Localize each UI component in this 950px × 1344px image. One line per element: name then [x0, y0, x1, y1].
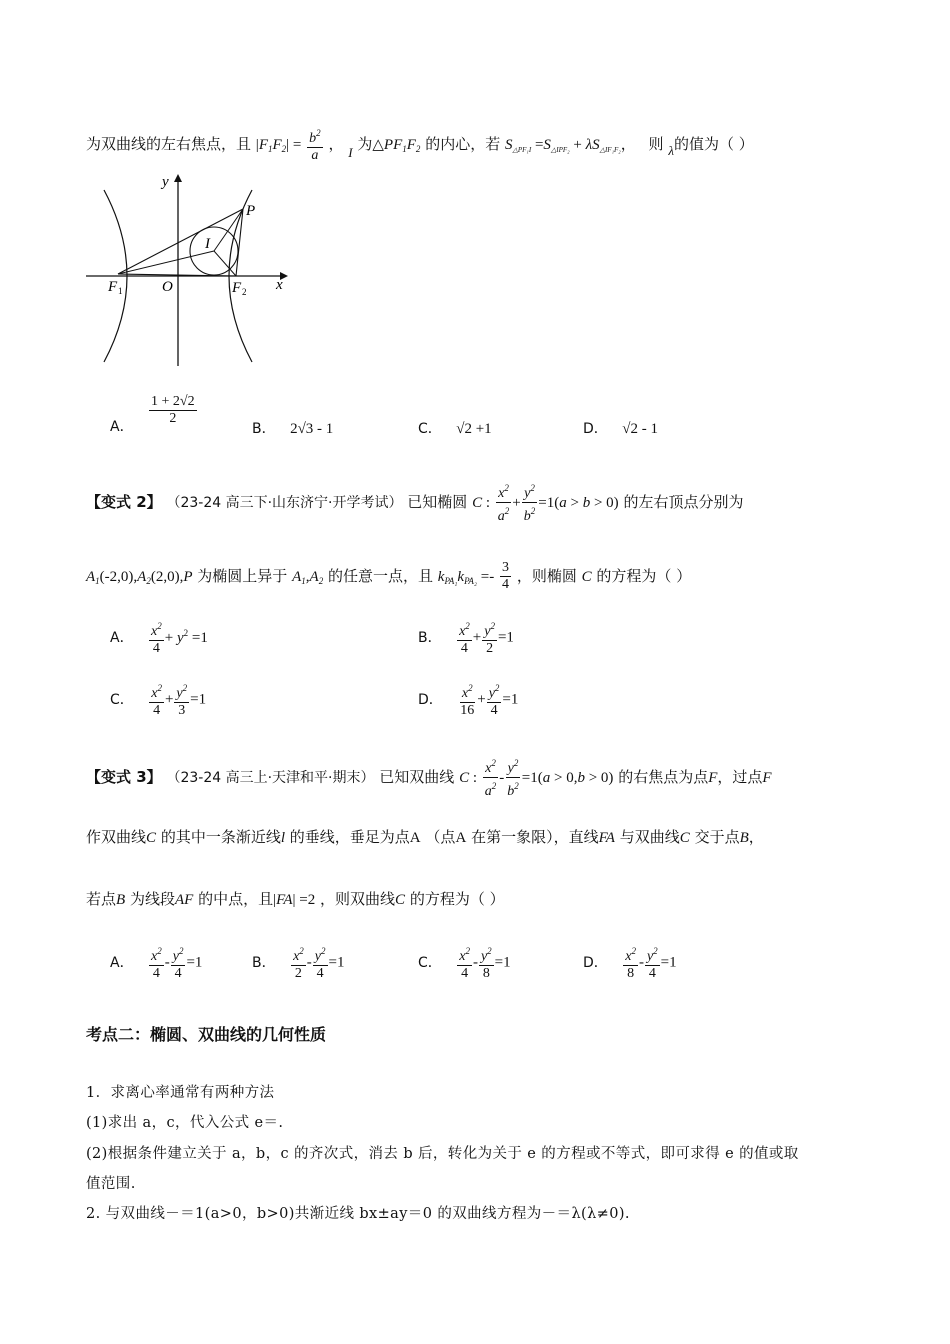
- option-label: A．: [110, 418, 134, 435]
- side-f1p: [118, 209, 243, 274]
- v3-option-b[interactable]: B． $\frac{x^2}{2}$ - $\frac{y^2}{4}$ =1: [252, 943, 344, 982]
- variant2-line2d: 的方程为（ ）: [596, 567, 692, 585]
- variant2-line2a: 为椭圆上异于: [197, 567, 288, 585]
- x2-over-a2: $\frac{x^2}{a^2}$: [496, 480, 512, 525]
- v3-l3c: 的中点，且: [198, 890, 274, 908]
- a1a2: $A_1,A_2$: [292, 569, 324, 586]
- variant2-line2c: ，则椭圆: [516, 567, 577, 585]
- vertices: $A_1(-2,0),A_2(2,0),P$: [86, 569, 193, 586]
- variant2-source: （23-24 高三下·山东济宁·开学考试）: [166, 495, 403, 511]
- lambda-symbol: λ: [668, 143, 674, 158]
- variant2-tag: 【变式 2】: [86, 493, 162, 511]
- option-expr: √2 - 1: [622, 421, 658, 437]
- problem1-text: 为双曲线的左右焦点，且: [86, 135, 252, 153]
- section2-line3: (2)根据条件建立关于 a，b，c 的齐次式，消去 b 后，转化为关于 e 的方程或不等式，即可求得 e 的值或取: [86, 1146, 799, 1162]
- variant2-line1: 【变式 2】 （23-24 高三下·山东济宁·开学考试） 已知椭圆 C : $\frac{x^2}{a^2}$ + $\frac{y^2}{b^2}$ =1(a > b > 0) 的左右顶点分别为: [86, 480, 743, 525]
- area-relation: $S_{\triangle PF_1I} =S_{\triangle IPF_2} + \lambda S_{\triangle IF_1F_2}$，: [504, 137, 636, 154]
- v2-option-b[interactable]: B． $\frac{x^2}{4}$ + $\frac{y^2}{2}$ =1: [418, 618, 514, 657]
- variant2-text1: 已知椭圆: [407, 493, 468, 511]
- v3-option-c[interactable]: C． $\frac{x^2}{4}$ - $\frac{y^2}{8}$ =1: [418, 943, 511, 982]
- variant3-line1: 【变式 3】 （23-24 高三上·天津和平·期末） 已知双曲线 C : $\frac{x^2}{a^2}$ - $\frac{y^2}{b^2}$ =1(a > 0,b > 0) 的右焦点为点F，过点F: [86, 755, 772, 800]
- incenter-symbol: I: [348, 145, 353, 160]
- v3-l2c: 的垂线，垂足为点: [289, 828, 410, 846]
- p1-option-d[interactable]: [583, 418, 658, 438]
- section2-line2: (1)求出 a，c，代入公式 e＝.: [86, 1115, 284, 1131]
- option-expr: 2√3 - 1: [290, 421, 334, 437]
- v3-option-a[interactable]: A． $\frac{x^2}{4}$ - $\frac{y^2}{4}$ =1: [110, 943, 202, 982]
- v3-l3a: 若点: [86, 890, 117, 908]
- variant3-tag: 【变式 3】: [86, 768, 162, 786]
- label-y: y: [162, 174, 169, 190]
- section2-line4: 值范围.: [86, 1176, 136, 1192]
- label-f1-sub: 1: [118, 286, 123, 296]
- option-label: B．: [418, 629, 442, 646]
- v3-l2d: （点: [425, 828, 456, 846]
- label-i: I: [205, 236, 210, 252]
- triangle-text: 为△: [357, 135, 384, 153]
- option-label: A．: [110, 629, 134, 646]
- then-text: 则: [648, 135, 664, 153]
- v2-option-c[interactable]: C． $\frac{x^2}{4}$ + $\frac{y^2}{3}$ =1: [110, 680, 206, 719]
- option-a-frac: $\frac{1 + 2√2}{2}$: [151, 394, 195, 426]
- slope-product: $k_{PA_1}k_{PA_2}$ =-: [437, 569, 495, 586]
- variant2-line2: [86, 556, 691, 601]
- hyperbola-c: C :: [459, 770, 477, 786]
- option-label: C．: [110, 691, 134, 708]
- v3-l2g: 交于点: [694, 828, 740, 846]
- y-arrow: [174, 174, 182, 182]
- variant3-line2: 作双曲线C 的其中一条渐近线l 的垂线，垂足为点A （点A 在第一象限），直线FA 与双曲线C 交于点B，: [86, 828, 764, 846]
- b2-over-a: $\frac{b^2}{a}$: [307, 125, 323, 164]
- section2-line1: 1．求离心率通常有两种方法: [86, 1085, 275, 1101]
- label-p: P: [246, 203, 256, 219]
- v3-l2e: 在第一象限），直线: [471, 828, 599, 846]
- value-text: 的值为（ ）: [673, 135, 754, 153]
- option-expr: √2 +1: [456, 421, 492, 437]
- option-label: D．: [418, 691, 443, 708]
- triangle-name: $PF_1F_2$: [383, 137, 421, 154]
- variant3-source: （23-24 高三上·天津和平·期末）: [166, 770, 375, 786]
- option-label: C．: [418, 421, 442, 437]
- label-f1: F: [108, 279, 118, 295]
- variant3-text1: 已知双曲线: [379, 768, 455, 786]
- variant3-text3: ，过点: [717, 768, 763, 786]
- y2-over-b2: $\frac{y^2}{b^2}$: [522, 480, 538, 525]
- three-quarters: $\frac{3}{4}$: [502, 560, 510, 592]
- v2-option-a[interactable]: A． $\frac{x^2}{4}$ + $y^2 =1$: [110, 618, 208, 657]
- f1f2-abs: $|F_1F_2|$ =: [255, 137, 302, 154]
- variant2-text2: 的左右顶点分别为: [623, 493, 744, 511]
- p1-option-a[interactable]: [110, 394, 198, 435]
- label-f2: F: [232, 280, 242, 296]
- incircle-text: 的内心，若: [425, 135, 501, 153]
- p1-option-b[interactable]: [252, 418, 333, 438]
- problem1-line: 为双曲线的左右焦点，且 $|F_1F_2|$ = $\frac{b^2}{a}$ ， I 为$\triangle PF_1F_2$ 的内心，若 $S_{\triangle PF_1I} =S_{\triangle IPF_2} + \lambda S_{\triangle IF_1F_2}$， 则 λ的值为（ ）: [86, 125, 754, 168]
- label-f2-sub: 2: [242, 287, 247, 297]
- v3-l3e: 的方程为（ ）: [409, 890, 505, 908]
- label-x: x: [276, 277, 283, 293]
- option-label: B．: [252, 421, 276, 437]
- hyperbola-figure: [86, 168, 296, 368]
- v3-option-d[interactable]: D． $\frac{x^2}{8}$ - $\frac{y^2}{4}$ =1: [583, 943, 677, 982]
- section2-line5: 2. 与双曲线－＝1(a>0，b>0)共渐近线 bx±ay＝0 的双曲线方程为－＝λ(λ≠0).: [86, 1206, 630, 1222]
- option-label: D．: [583, 421, 608, 437]
- variant3-line3: 若点B 为线段AF 的中点，且|FA| =2 ，则双曲线C 的方程为（ ）: [86, 890, 505, 908]
- v3-l2b: 的其中一条渐近线: [160, 828, 281, 846]
- v3-l3d: ，则双曲线: [320, 890, 396, 908]
- section2-title: 考点二：椭圆、双曲线的几何性质: [86, 1025, 327, 1044]
- option-label: A．: [110, 954, 134, 971]
- option-label: D．: [583, 954, 608, 971]
- v3-l3b: 为线段: [129, 890, 175, 908]
- v3-l2a: 作双曲线: [86, 828, 147, 846]
- option-label: C．: [418, 954, 442, 971]
- variant3-text2: 的右焦点为点: [618, 768, 709, 786]
- variant2-line2b: 的任意一点，且: [327, 567, 433, 585]
- v3-l2f: 与双曲线: [619, 828, 680, 846]
- ellipse-equation: C :: [472, 495, 490, 511]
- label-o: O: [162, 279, 173, 295]
- ellipse-c: C: [581, 569, 592, 585]
- segment-pi: [214, 209, 243, 251]
- option-label: B．: [252, 954, 276, 971]
- p1-option-c[interactable]: [418, 418, 492, 438]
- v2-option-d[interactable]: D． $\frac{x^2}{16}$ + $\frac{y^2}{4}$ =1: [418, 680, 518, 719]
